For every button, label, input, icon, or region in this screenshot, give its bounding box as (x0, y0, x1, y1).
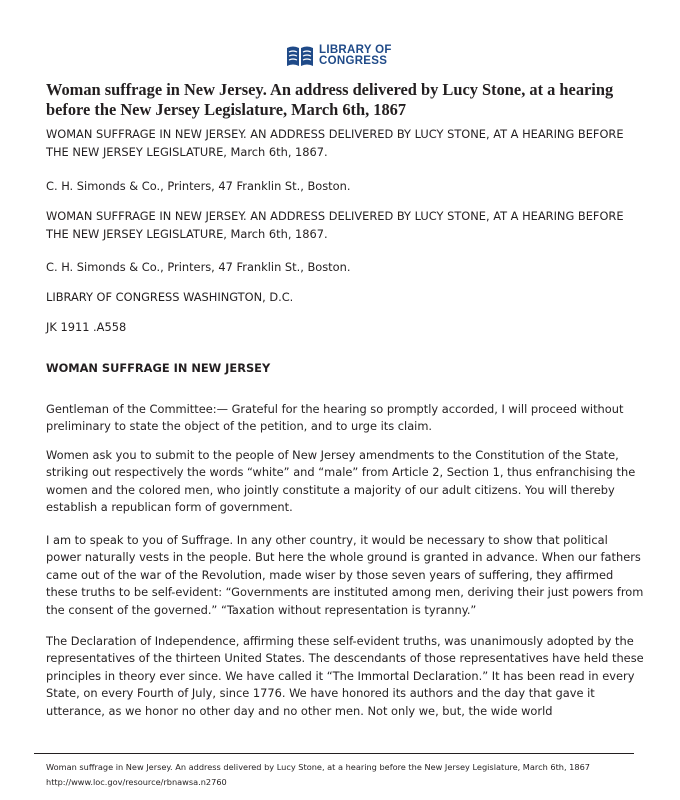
meta-printer-2: C. H. Simonds & Co., Printers, 47 Franklin St., Boston. (46, 260, 351, 274)
paragraph-2: Women ask you to submit to the people of New Jersey amendments to the Constitution of the State, striking out respectively the words “white” and “male” from Article 2, Section 1, thus enfranchising the women and the colored men, who jointly constitute a majority of our adult citizens. You will thereby establish a republican form of government. (46, 448, 636, 515)
paragraph-4: The Declaration of Independence, affirming these self-evident truths, was unanimously adopted by the representatives of the thirteen United States. The descendants of those representatives have held these principles in theory ever since. We have called it “The Immortal Declaration.” It has been read in every State, on every Fourth of July, since 1776. We have honored its authors and the day that gave it utterance, as we honor no other day and no other men. Not only we, but, the wide world (46, 634, 644, 718)
logo-wordmark (319, 45, 392, 67)
book-icon (286, 44, 314, 68)
library-of-congress-logo (286, 44, 392, 68)
footer-citation: Woman suffrage in New Jersey. An address delivered by Lucy Stone, at a hearing before the New Jersey Legislature, March 6th, 1867 http://www.loc.gov/resource/rbnawsa.n2760 (46, 762, 591, 787)
paragraph-1: Gentleman of the Committee:— Grateful for the hearing so promptly accorded, I will proceed without preliminary to state the object of the petition, and to urge its claim. (46, 402, 624, 434)
meta-library: LIBRARY OF CONGRESS WASHINGTON, D.C. (46, 290, 294, 304)
document-title: Woman suffrage in New Jersey. An address delivered by Lucy Stone, at a hearing before the New Jersey Legislature, March 6th, 1867 (46, 80, 614, 119)
meta-call-number: JK 1911 .A558 (46, 320, 127, 334)
logo-line-2: CONGRESS (319, 55, 388, 67)
meta-printer-1: C. H. Simonds & Co., Printers, 47 Franklin St., Boston. (46, 179, 351, 193)
meta-title-1: WOMAN SUFFRAGE IN NEW JERSEY. AN ADDRESS DELIVERED BY LUCY STONE, AT A HEARING BEFORE THE NEW JERSEY LEGISLATURE, March 6th, 1867. (46, 127, 624, 159)
meta-title-2: WOMAN SUFFRAGE IN NEW JERSEY. AN ADDRESS DELIVERED BY LUCY STONE, AT A HEARING BEFORE THE NEW JERSEY LEGISLATURE, March 6th, 1867. (46, 209, 624, 241)
footer-divider (34, 753, 634, 754)
section-heading: WOMAN SUFFRAGE IN NEW JERSEY (46, 361, 271, 375)
paragraph-3: I am to speak to you of Suffrage. In any other country, it would be necessary to show that political power naturally vests in the people. But here the whole ground is granted in advance. When our fathers came out of the war of the Revolution, made wiser by those seven years of suffering, they affirmed these truths to be self-evident: “Governments are instituted among men, deriving their just powers from the consent of the governed.” “Taxation without representation is tyranny.” (46, 533, 644, 617)
logo-line-1: LIBRARY OF (319, 44, 392, 56)
